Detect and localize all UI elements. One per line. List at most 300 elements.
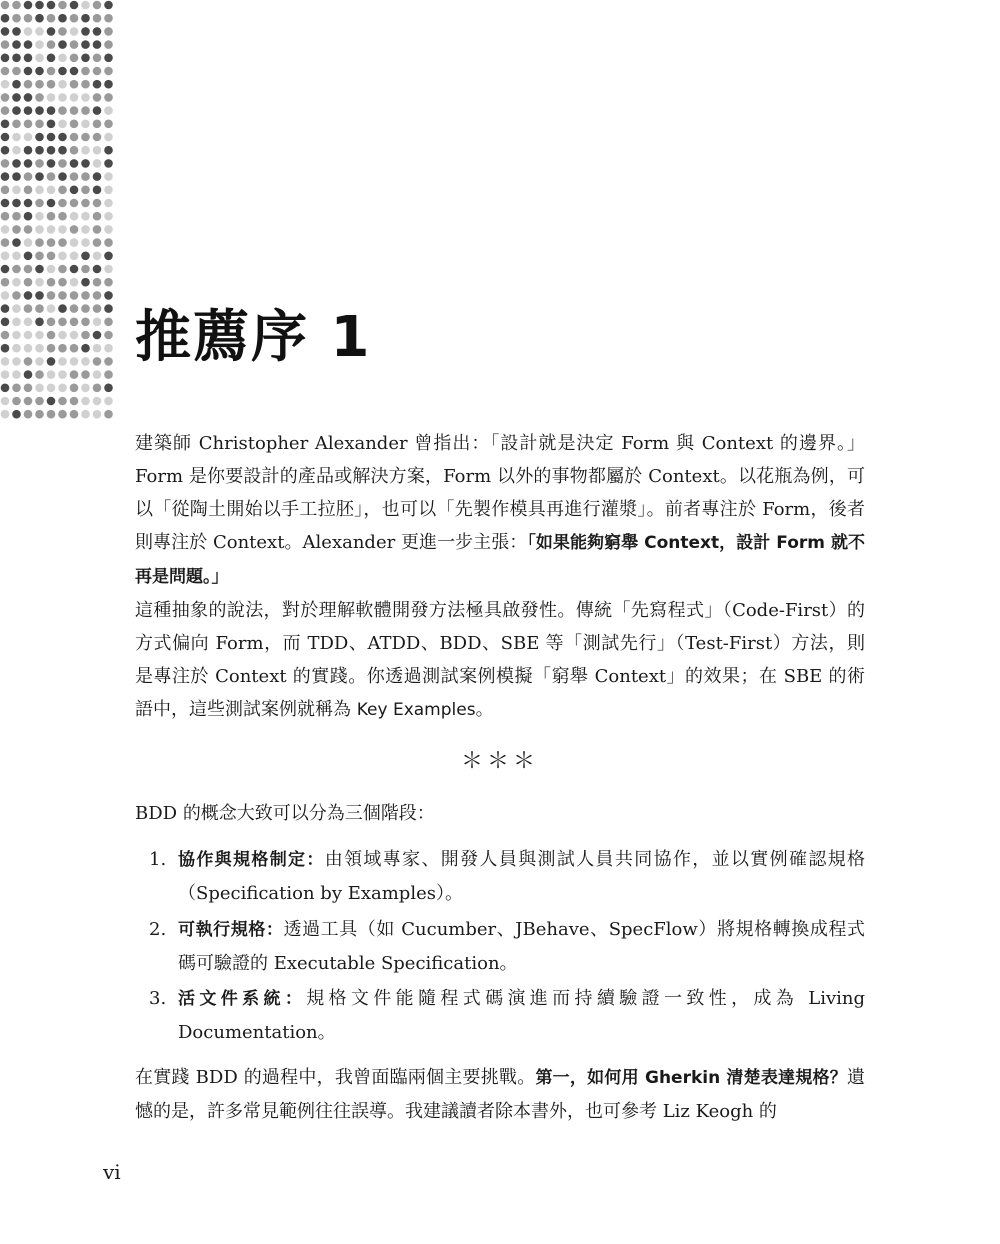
pattern-dot (24, 384, 33, 393)
pattern-dot (1, 106, 10, 115)
page-number: vi (103, 1160, 121, 1184)
pattern-dot (12, 304, 21, 313)
paragraph-4-emphasis: 第一，如何用 Gherkin 清楚表達規格？ (535, 1068, 847, 1088)
pattern-dot (24, 106, 33, 115)
pattern-dot (24, 27, 33, 36)
pattern-dot (93, 1, 102, 10)
pattern-dot (47, 212, 56, 221)
pattern-dot (58, 265, 67, 274)
pattern-dot (35, 291, 44, 300)
pattern-dot (104, 410, 113, 419)
pattern-dot (58, 120, 67, 129)
paragraph-3: BDD 的概念大致可以分為三個階段： (135, 803, 435, 824)
pattern-dot (81, 199, 90, 208)
pattern-dot (81, 331, 90, 340)
pattern-dot (93, 93, 102, 102)
pattern-dot (58, 159, 67, 168)
pattern-dot (58, 344, 67, 353)
pattern-dot (47, 172, 56, 181)
pattern-dot (35, 159, 44, 168)
pattern-dot (24, 397, 33, 406)
list-number: 3. (149, 988, 167, 1009)
pattern-dot (12, 1, 21, 10)
pattern-dot (104, 331, 113, 340)
pattern-dot (12, 212, 21, 221)
pattern-dot (47, 238, 56, 247)
paragraph-1-text: 建築師 Christopher Alexander 曾指出：「設計就是決定 Form 與 Context 的邊界。」Form 是你要設計的產品或解決方案，Form 以外的事物都屬於 Context。以花瓶為例，可以「從陶土開始以手工拉胚」，也可以「先製作模具再進行灌漿」。前者專注於 Form，後者則專注於 Context。Alexander 更進一步主張： (135, 433, 865, 553)
pattern-dot (104, 397, 113, 406)
pattern-dot (1, 344, 10, 353)
pattern-dot (35, 397, 44, 406)
pattern-dot (58, 67, 67, 76)
pattern-dot (12, 265, 21, 274)
pattern-dot (47, 14, 56, 23)
pattern-dot (1, 278, 10, 287)
pattern-dot (70, 304, 79, 313)
pattern-dot (1, 357, 10, 366)
pattern-dot (12, 410, 21, 419)
pattern-dot (35, 384, 44, 393)
pattern-dot (35, 93, 44, 102)
pattern-dot (81, 159, 90, 168)
pattern-dot (1, 199, 10, 208)
pattern-dot (24, 238, 33, 247)
pattern-dot (81, 212, 90, 221)
pattern-dot (47, 344, 56, 353)
pattern-dot (58, 291, 67, 300)
pattern-dot (70, 27, 79, 36)
pattern-dot (1, 186, 10, 195)
pattern-dot (58, 304, 67, 313)
pattern-dot (24, 225, 33, 234)
pattern-dot (1, 67, 10, 76)
pattern-dot (12, 67, 21, 76)
pattern-dot (104, 120, 113, 129)
pattern-dot (58, 146, 67, 155)
pattern-dot (93, 14, 102, 23)
pattern-dot (81, 344, 90, 353)
pattern-dot (104, 146, 113, 155)
pattern-dot (1, 93, 10, 102)
pattern-dot (81, 318, 90, 327)
pattern-dot (104, 370, 113, 379)
pattern-dot (35, 212, 44, 221)
pattern-dot (58, 370, 67, 379)
pattern-dot (81, 120, 90, 129)
pattern-dot (12, 80, 21, 89)
pattern-dot (93, 225, 102, 234)
pattern-dot (93, 410, 102, 419)
pattern-dot (12, 14, 21, 23)
pattern-dot (12, 133, 21, 142)
pattern-dot (24, 304, 33, 313)
pattern-dot (35, 331, 44, 340)
pattern-dot (93, 120, 102, 129)
pattern-dot (35, 265, 44, 274)
pattern-dot (12, 370, 21, 379)
pattern-dot (35, 318, 44, 327)
pattern-dot (58, 40, 67, 49)
pattern-dot (47, 397, 56, 406)
pattern-dot (35, 238, 44, 247)
pattern-dot (70, 265, 79, 274)
pattern-dot (70, 318, 79, 327)
pattern-dot (81, 225, 90, 234)
pattern-dot (47, 146, 56, 155)
pattern-dot (47, 370, 56, 379)
pattern-dot (47, 54, 56, 63)
pattern-dot (70, 344, 79, 353)
pattern-dot (47, 1, 56, 10)
pattern-dot (93, 278, 102, 287)
pattern-dot (12, 27, 21, 36)
pattern-dot (81, 238, 90, 247)
pattern-dot (35, 252, 44, 261)
paragraph-4-text: 在實踐 BDD 的過程中，我曾面臨兩個主要挑戰。 (135, 1067, 536, 1088)
pattern-dot (70, 225, 79, 234)
pattern-dot (1, 291, 10, 300)
pattern-dot (104, 384, 113, 393)
pattern-dot (24, 40, 33, 49)
pattern-dot (12, 40, 21, 49)
pattern-dot (24, 186, 33, 195)
pattern-dot (35, 106, 44, 115)
pattern-dot (93, 370, 102, 379)
pattern-dot (93, 40, 102, 49)
page-title: 推薦序 1 (135, 305, 372, 370)
pattern-dot (70, 186, 79, 195)
pattern-dot (35, 14, 44, 23)
pattern-dot (104, 133, 113, 142)
pattern-dot (1, 159, 10, 168)
pattern-dot (12, 159, 21, 168)
paragraph-1 (135, 427, 865, 594)
pattern-dot (47, 304, 56, 313)
pattern-dot (35, 120, 44, 129)
pattern-dot (81, 93, 90, 102)
pattern-dot (58, 106, 67, 115)
pattern-dot (1, 133, 10, 142)
pattern-dot (24, 159, 33, 168)
pattern-dot (93, 54, 102, 63)
pattern-dot (81, 252, 90, 261)
pattern-dot (1, 397, 10, 406)
pattern-dot (1, 212, 10, 221)
pattern-dot (24, 252, 33, 261)
pattern-dot (70, 238, 79, 247)
pattern-dot (104, 238, 113, 247)
pattern-dot (70, 120, 79, 129)
pattern-dot (93, 146, 102, 155)
list-item-heading: 活文件系統： (178, 989, 307, 1009)
pattern-dot (12, 93, 21, 102)
pattern-dot (93, 133, 102, 142)
pattern-dot (104, 291, 113, 300)
pattern-dot (81, 106, 90, 115)
pattern-dot (24, 1, 33, 10)
pattern-dot (81, 133, 90, 142)
pattern-dot (93, 27, 102, 36)
pattern-dot (1, 370, 10, 379)
pattern-dot (70, 133, 79, 142)
pattern-dot (104, 159, 113, 168)
pattern-dot (47, 106, 56, 115)
pattern-dot (93, 318, 102, 327)
pattern-dot (47, 199, 56, 208)
list-item-text: 由領域專家、開發人員與測試人員共同協作，並以實例確認規格（Specification by Examples）。 (178, 849, 866, 904)
pattern-dot (70, 40, 79, 49)
pattern-dot (35, 304, 44, 313)
pattern-dot (58, 186, 67, 195)
paragraph-2-text: 這種抽象的說法，對於理解軟體開發方法極具啟發性。傳統「先寫程式」（Code-First）的方式偏向 Form，而 TDD、ATDD、BDD、SBE 等「測試先行」（Test-First）方法，則是專注於 Context 的實踐。你透過測試案例模擬「窮舉 Context」的效果；在 SBE 的術語中，這些測試案例就稱為 (135, 600, 865, 720)
pattern-dot (47, 318, 56, 327)
pattern-dot (1, 80, 10, 89)
pattern-dot (93, 331, 102, 340)
pattern-dot (35, 54, 44, 63)
pattern-dot (104, 14, 113, 23)
pattern-dot (24, 14, 33, 23)
pattern-dot (12, 278, 21, 287)
pattern-dot (24, 120, 33, 129)
pattern-dot (58, 357, 67, 366)
pattern-dot (47, 331, 56, 340)
pattern-dot (104, 172, 113, 181)
pattern-dot (24, 278, 33, 287)
paragraph-2-end: 。 (475, 699, 494, 720)
pattern-dot (104, 265, 113, 274)
pattern-dot (81, 397, 90, 406)
pattern-dot (24, 199, 33, 208)
pattern-dot (93, 106, 102, 115)
pattern-dot (93, 265, 102, 274)
pattern-dot (104, 199, 113, 208)
pattern-dot (81, 370, 90, 379)
pattern-dot (81, 384, 90, 393)
pattern-dot (104, 252, 113, 261)
pattern-dot (35, 225, 44, 234)
pattern-dot (104, 318, 113, 327)
pattern-dot (58, 318, 67, 327)
pattern-dot (81, 40, 90, 49)
pattern-dot (104, 67, 113, 76)
list-number: 2. (149, 919, 167, 940)
pattern-dot (58, 93, 67, 102)
pattern-dot (12, 357, 21, 366)
pattern-dot (93, 291, 102, 300)
pattern-dot (81, 80, 90, 89)
pattern-dot (70, 212, 79, 221)
pattern-dot (35, 278, 44, 287)
pattern-dot (24, 265, 33, 274)
pattern-dot (81, 410, 90, 419)
decorative-dot-pattern (0, 0, 120, 430)
pattern-dot (24, 291, 33, 300)
pattern-dot (1, 384, 10, 393)
pattern-dot (70, 291, 79, 300)
pattern-dot (58, 225, 67, 234)
pattern-dot (93, 238, 102, 247)
pattern-dot (47, 265, 56, 274)
pattern-dot (24, 331, 33, 340)
pattern-dot (58, 212, 67, 221)
pattern-dot (104, 186, 113, 195)
pattern-dot (81, 304, 90, 313)
pattern-dot (24, 93, 33, 102)
pattern-dot (12, 331, 21, 340)
pattern-dot (81, 278, 90, 287)
pattern-dot (12, 397, 21, 406)
pattern-dot (104, 225, 113, 234)
list-item (135, 913, 865, 980)
pattern-dot (24, 133, 33, 142)
pattern-dot (93, 357, 102, 366)
pattern-dot (70, 331, 79, 340)
pattern-dot (47, 67, 56, 76)
pattern-dot (104, 80, 113, 89)
pattern-dot (1, 172, 10, 181)
pattern-dot (12, 238, 21, 247)
pattern-dot (35, 80, 44, 89)
pattern-dot (93, 384, 102, 393)
pattern-dot (35, 67, 44, 76)
pattern-dot (58, 397, 67, 406)
pattern-dot (70, 93, 79, 102)
pattern-dot (93, 397, 102, 406)
pattern-dot (35, 357, 44, 366)
pattern-dot (70, 384, 79, 393)
pattern-dot (81, 54, 90, 63)
list-item (135, 843, 865, 910)
pattern-dot (70, 397, 79, 406)
pattern-dot (24, 54, 33, 63)
pattern-dot (12, 225, 21, 234)
pattern-dot (70, 106, 79, 115)
pattern-dot (58, 54, 67, 63)
pattern-dot (47, 40, 56, 49)
pattern-dot (1, 331, 10, 340)
pattern-dot (47, 291, 56, 300)
pattern-dot (12, 291, 21, 300)
pattern-dot (104, 40, 113, 49)
paragraph-1-quote: 「如果能夠窮舉 Context，設計 Form 就不再是問題。」 (135, 533, 866, 587)
pattern-dot (47, 384, 56, 393)
pattern-dot (93, 304, 102, 313)
pattern-dot (104, 106, 113, 115)
pattern-dot (70, 370, 79, 379)
pattern-dot (24, 146, 33, 155)
pattern-dot (24, 370, 33, 379)
list-item (135, 982, 865, 1049)
pattern-dot (47, 225, 56, 234)
pattern-dot (93, 344, 102, 353)
list-number: 1. (149, 849, 167, 870)
pattern-dot (47, 133, 56, 142)
pattern-dot (1, 1, 10, 10)
pattern-dot (35, 40, 44, 49)
pattern-dot (104, 54, 113, 63)
pattern-dot (81, 265, 90, 274)
pattern-dot (58, 252, 67, 261)
pattern-dot (58, 27, 67, 36)
pattern-dot (47, 93, 56, 102)
pattern-dot (1, 252, 10, 261)
pattern-dot (81, 186, 90, 195)
paragraph-4-rest: 遺憾的是，許多常見範例往往誤導。我建議讀者除本書外，也可參考 Liz Keogh 的 (135, 1067, 865, 1122)
paragraph-4 (135, 1061, 865, 1128)
list-item-text: 規格文件能隨程式碼演進而持續驗證一致性，成為 Living Documentation。 (178, 988, 865, 1043)
pattern-dot (58, 410, 67, 419)
pattern-dot (93, 80, 102, 89)
pattern-dot (35, 344, 44, 353)
pattern-dot (93, 186, 102, 195)
pattern-dot (12, 199, 21, 208)
pattern-dot (47, 27, 56, 36)
pattern-dot (47, 252, 56, 261)
pattern-dot (81, 146, 90, 155)
pattern-dot (58, 331, 67, 340)
pattern-dot (47, 278, 56, 287)
pattern-dot (35, 410, 44, 419)
pattern-dot (58, 80, 67, 89)
pattern-dot (81, 27, 90, 36)
pattern-dot (93, 252, 102, 261)
pattern-dot (70, 80, 79, 89)
pattern-dot (1, 14, 10, 23)
pattern-dot (104, 1, 113, 10)
pattern-dot (1, 146, 10, 155)
pattern-dot (58, 172, 67, 181)
pattern-dot (70, 54, 79, 63)
pattern-dot (70, 67, 79, 76)
pattern-dot (93, 67, 102, 76)
pattern-dot (47, 410, 56, 419)
pattern-dot (104, 27, 113, 36)
pattern-dot (24, 410, 33, 419)
list-item-heading: 可執行規格： (178, 920, 284, 940)
pattern-dot (24, 80, 33, 89)
pattern-dot (70, 278, 79, 287)
pattern-dot (1, 225, 10, 234)
pattern-dot (70, 410, 79, 419)
pattern-dot (12, 120, 21, 129)
pattern-dot (47, 159, 56, 168)
pattern-dot (70, 14, 79, 23)
pattern-dot (1, 27, 10, 36)
pattern-dot (1, 318, 10, 327)
pattern-dot (1, 120, 10, 129)
pattern-dot (93, 159, 102, 168)
pattern-dot (12, 186, 21, 195)
pattern-dot (12, 318, 21, 327)
pattern-dot (35, 370, 44, 379)
list-item-heading: 協作與規格制定： (178, 850, 325, 870)
pattern-dot (93, 212, 102, 221)
pattern-dot (81, 14, 90, 23)
pattern-dot (1, 265, 10, 274)
pattern-dot (47, 357, 56, 366)
pattern-dot (24, 212, 33, 221)
pattern-dot (104, 304, 113, 313)
pattern-dot (81, 1, 90, 10)
pattern-dot (70, 252, 79, 261)
pattern-dot (1, 54, 10, 63)
pattern-dot (104, 357, 113, 366)
pattern-dot (93, 172, 102, 181)
pattern-dot (104, 212, 113, 221)
pattern-dot (1, 238, 10, 247)
pattern-dot (104, 93, 113, 102)
pattern-dot (70, 146, 79, 155)
